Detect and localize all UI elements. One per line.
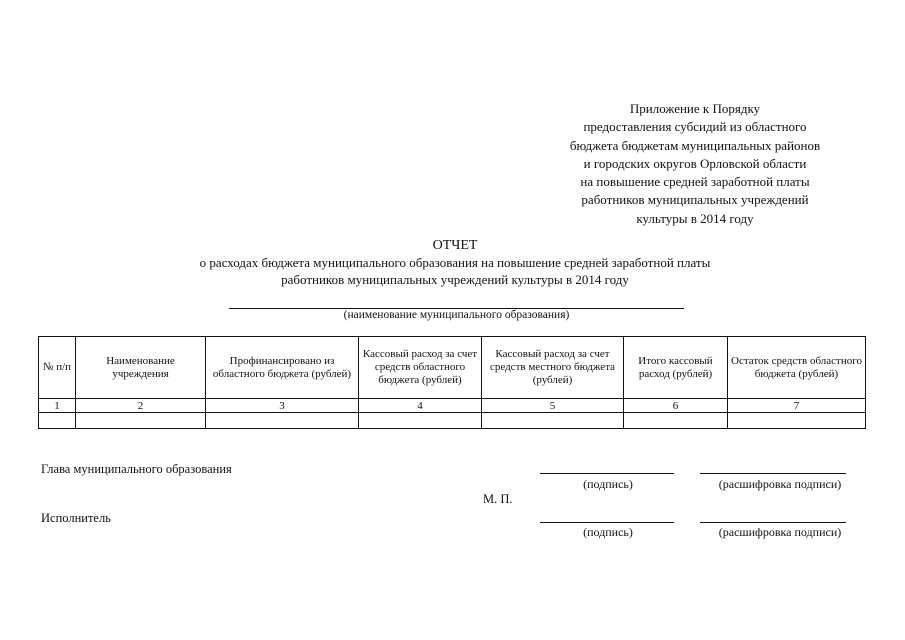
- head-decode-line: [700, 473, 846, 474]
- column-number: 6: [624, 399, 728, 413]
- head-signature-line: [540, 473, 674, 474]
- header-cell-institution: Наименование учреждения: [76, 337, 206, 399]
- table-row: [39, 413, 866, 429]
- column-number: 3: [206, 399, 359, 413]
- header-cell-regional-expense: Кассовый расход за счет средств областного бюджета (рублей): [359, 337, 482, 399]
- header-cell-financed: Профинансировано из областного бюджета (рублей): [206, 337, 359, 399]
- table-cell: [624, 413, 728, 429]
- report-heading: ОТЧЕТ: [432, 238, 478, 253]
- appendix-line: и городских округов Орловской области: [583, 155, 807, 171]
- column-number: 2: [76, 399, 206, 413]
- report-subtitle-line-1: о расходах бюджета муниципального образования на повышение средней заработной платы: [199, 255, 711, 270]
- table-cell: [482, 413, 624, 429]
- appendix-line: работников муниципальных учреждений: [581, 192, 809, 208]
- report-title-block: [100, 237, 810, 288]
- executor-label: Исполнитель: [41, 511, 111, 525]
- column-number: 5: [482, 399, 624, 413]
- head-signature-caption: (подпись): [583, 477, 633, 491]
- table-column-number-row: [39, 399, 866, 413]
- appendix-block: [545, 100, 845, 228]
- municipality-caption: (наименование муниципального образования): [343, 309, 570, 321]
- column-number: 4: [359, 399, 482, 413]
- executor-signature-line: [540, 522, 674, 523]
- table-header-row: [39, 337, 866, 399]
- appendix-line: культуры в 2014 году: [636, 210, 754, 226]
- appendix-line: бюджета бюджетам муниципальных районов: [569, 137, 821, 153]
- table-cell: [206, 413, 359, 429]
- appendix-line: Приложение к Порядку: [629, 101, 761, 116]
- report-table: [38, 336, 866, 429]
- header-cell-total-expense: Итого кассовый расход (рублей): [624, 337, 728, 399]
- report-subtitle-line-2: работников муниципальных учреждений культуры в 2014 году: [281, 272, 629, 287]
- table-cell: [728, 413, 866, 429]
- appendix-line: на повышение средней заработной платы: [580, 174, 810, 190]
- header-cell-remainder: Остаток средств областного бюджета (рублей): [728, 337, 866, 399]
- head-decode-caption: (расшифровка подписи): [718, 477, 842, 491]
- header-cell-number: № п/п: [39, 337, 76, 399]
- header-cell-local-expense: Кассовый расход за счет средств местного бюджета (рублей): [482, 337, 624, 399]
- stamp-label: М. П.: [483, 492, 513, 506]
- appendix-line: предоставления субсидий из областного: [583, 119, 807, 135]
- table-cell: [76, 413, 206, 429]
- column-number: 7: [728, 399, 866, 413]
- head-label: Глава муниципального образования: [41, 462, 232, 476]
- table-cell: [39, 413, 76, 429]
- executor-decode-caption: (расшифровка подписи): [718, 525, 842, 539]
- executor-signature-caption: (подпись): [583, 525, 633, 539]
- executor-decode-line: [700, 522, 846, 523]
- column-number: 1: [39, 399, 76, 413]
- table-cell: [359, 413, 482, 429]
